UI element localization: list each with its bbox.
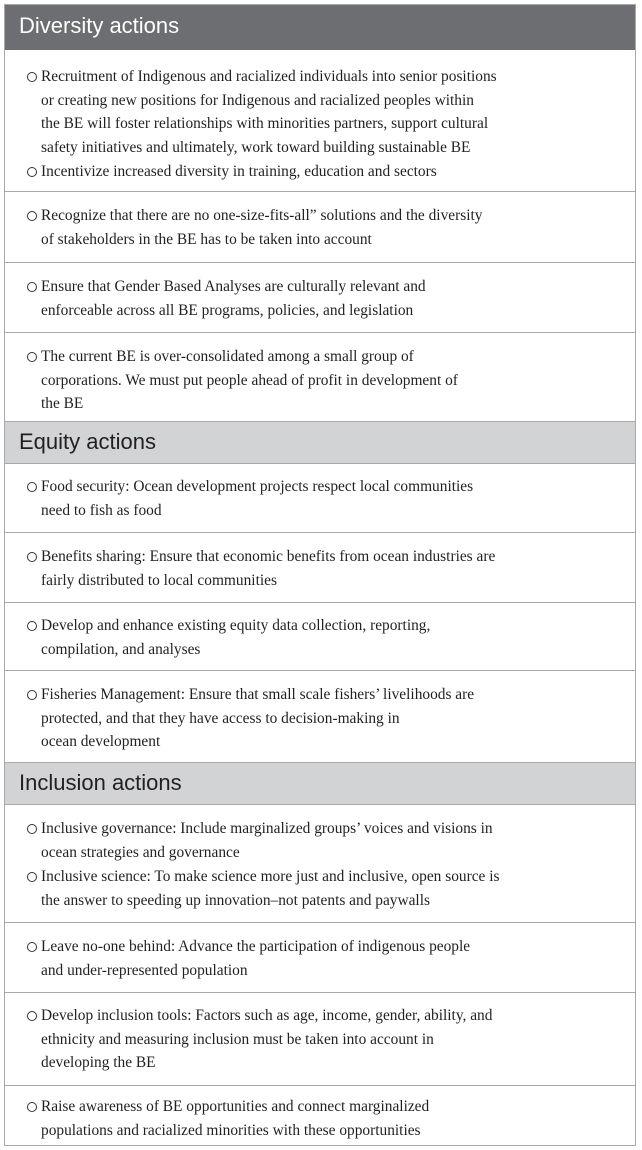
table-cell xyxy=(5,992,635,1085)
item-line: Leave no-one behind: Advance the participation of indigenous people xyxy=(41,938,471,955)
circle-bullet-icon xyxy=(27,942,37,952)
item-line: ethnicity and measuring inclusion must be taken into account in xyxy=(41,1030,434,1048)
item-line: the answer to speeding up innovation–not patents and paywalls xyxy=(41,891,430,909)
section-header-equity xyxy=(5,421,635,464)
section-heading: Equity actions xyxy=(19,429,156,454)
item-line: ocean strategies and governance xyxy=(41,843,240,861)
item-line: or creating new positions for Indigenous and racialized peoples within xyxy=(41,91,474,109)
table-cell xyxy=(5,532,635,602)
item-line: Inclusive governance: Include marginalized groups’ voices and visions in xyxy=(41,820,493,837)
item-line: compilation, and analyses xyxy=(41,640,201,658)
table-cell xyxy=(5,50,635,191)
item-line: need to fish as food xyxy=(41,501,162,519)
table-cell xyxy=(5,805,635,922)
circle-bullet-icon xyxy=(27,690,37,700)
item-line: Incentivize increased diversity in training, education and sectors xyxy=(41,163,437,180)
item-line: Develop and enhance existing equity data collection, reporting, xyxy=(41,617,431,634)
circle-bullet-icon xyxy=(27,872,37,882)
item-line: Develop inclusion tools: Factors such as age, income, gender, ability, and xyxy=(41,1007,493,1024)
item-line: enforceable across all BE programs, policies, and legislation xyxy=(41,301,414,319)
item-line: developing the BE xyxy=(41,1054,156,1071)
table-cell xyxy=(5,602,635,670)
item-line: Recognize that there are no one-size-fits-all” solutions and the diversity xyxy=(41,207,483,224)
table-cell xyxy=(5,191,635,262)
item-line: Raise awareness of BE opportunities and connect marginalized xyxy=(41,1098,430,1115)
item-line: corporations. We must put people ahead of profit in development of xyxy=(41,371,458,389)
table-cell xyxy=(5,1085,635,1147)
item-line: and under-represented population xyxy=(41,961,248,979)
section-header-inclusion xyxy=(5,762,635,805)
circle-bullet-icon xyxy=(27,482,37,492)
table-cell xyxy=(5,922,635,992)
item-line: Inclusive science: To make science more just and inclusive, open source is xyxy=(41,868,500,885)
circle-bullet-icon xyxy=(27,621,37,631)
item-line: ocean development xyxy=(41,733,161,750)
item-line: The current BE is over-consolidated among a small group of xyxy=(41,348,414,365)
item-line: populations and racialized minorities with these opportunities xyxy=(41,1121,421,1139)
item-line: safety initiatives and ultimately, work toward building sustainable BE xyxy=(41,138,471,156)
item-line: protected, and that they have access to decision-making in xyxy=(41,709,400,727)
circle-bullet-icon xyxy=(27,167,37,177)
circle-bullet-icon xyxy=(27,282,37,292)
item-line: of stakeholders in the BE has to be taken into account xyxy=(41,230,372,248)
item-line: the BE will foster relationships with minorities partners, support cultural xyxy=(41,115,489,132)
table-cell xyxy=(5,332,635,421)
section-heading: Inclusion actions xyxy=(19,770,182,795)
circle-bullet-icon xyxy=(27,824,37,834)
circle-bullet-icon xyxy=(27,352,37,362)
section-header-diversity xyxy=(5,5,635,50)
item-line: Ensure that Gender Based Analyses are culturally relevant and xyxy=(41,278,426,295)
circle-bullet-icon xyxy=(27,1011,37,1021)
circle-bullet-icon xyxy=(27,1102,37,1112)
table-cell xyxy=(5,464,635,532)
item-line: fairly distributed to local communities xyxy=(41,571,277,589)
item-line: Benefits sharing: Ensure that economic benefits from ocean industries are xyxy=(41,548,496,565)
table-cell xyxy=(5,670,635,762)
table-cell xyxy=(5,262,635,332)
section-heading: Diversity actions xyxy=(19,13,180,38)
item-line: Fisheries Management: Ensure that small scale fishers’ livelihoods are xyxy=(41,686,475,703)
circle-bullet-icon xyxy=(27,72,37,82)
item-line: Food security: Ocean development projects respect local communities xyxy=(41,478,474,495)
item-line: the BE xyxy=(41,395,84,412)
item-line: Recruitment of Indigenous and racialized individuals into senior positions xyxy=(41,68,497,85)
circle-bullet-icon xyxy=(27,552,37,562)
circle-bullet-icon xyxy=(27,211,37,221)
actions-table xyxy=(4,4,636,1146)
